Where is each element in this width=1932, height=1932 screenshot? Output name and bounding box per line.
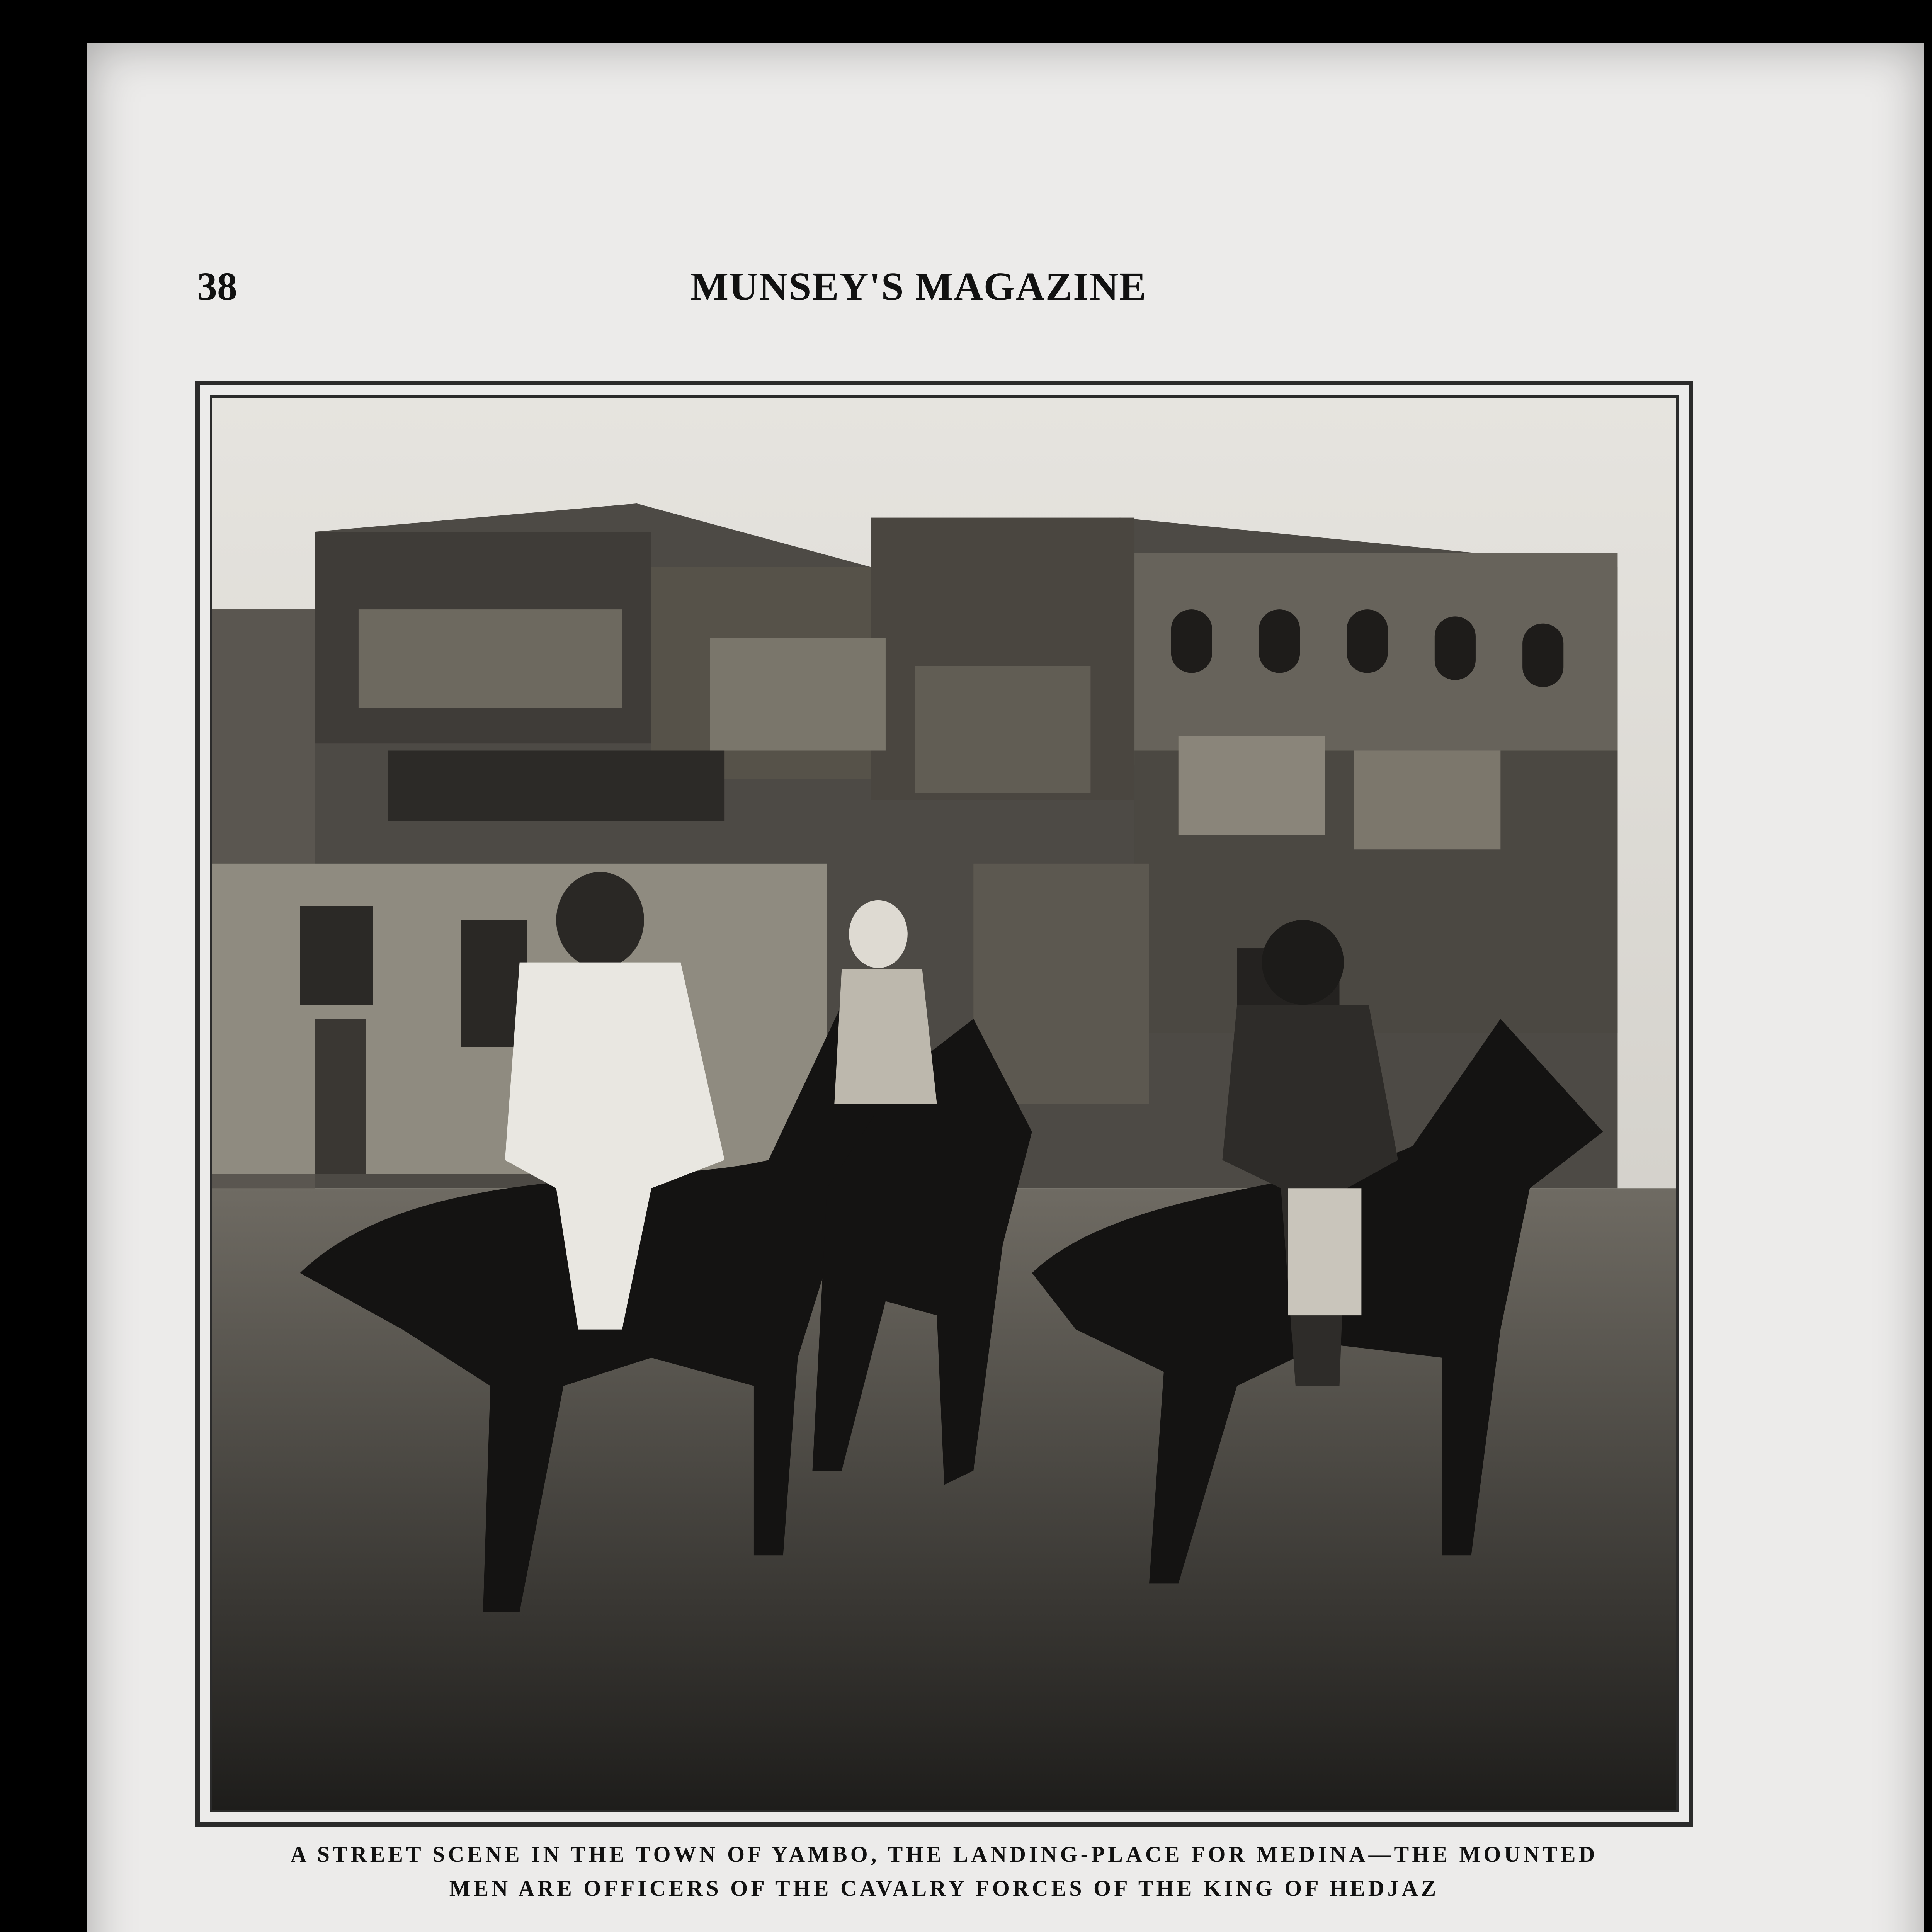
photo-frame [195,381,1693,1827]
page-number: 38 [197,264,237,309]
photo-caption [195,1837,1693,1905]
street-scene-photo [210,395,1679,1812]
caption-line: A STREET SCENE IN THE TOWN OF YAMBO, THE LANDING-PLACE FOR MEDINA—THE MOUNTED [290,1842,1598,1867]
photo-illustration [212,398,1676,1810]
running-head: MUNSEY'S MAGAZINE [690,264,1147,309]
caption-line: MEN ARE OFFICERS OF THE CAVALRY FORCES OF THE KING OF HEDJAZ [449,1876,1439,1901]
